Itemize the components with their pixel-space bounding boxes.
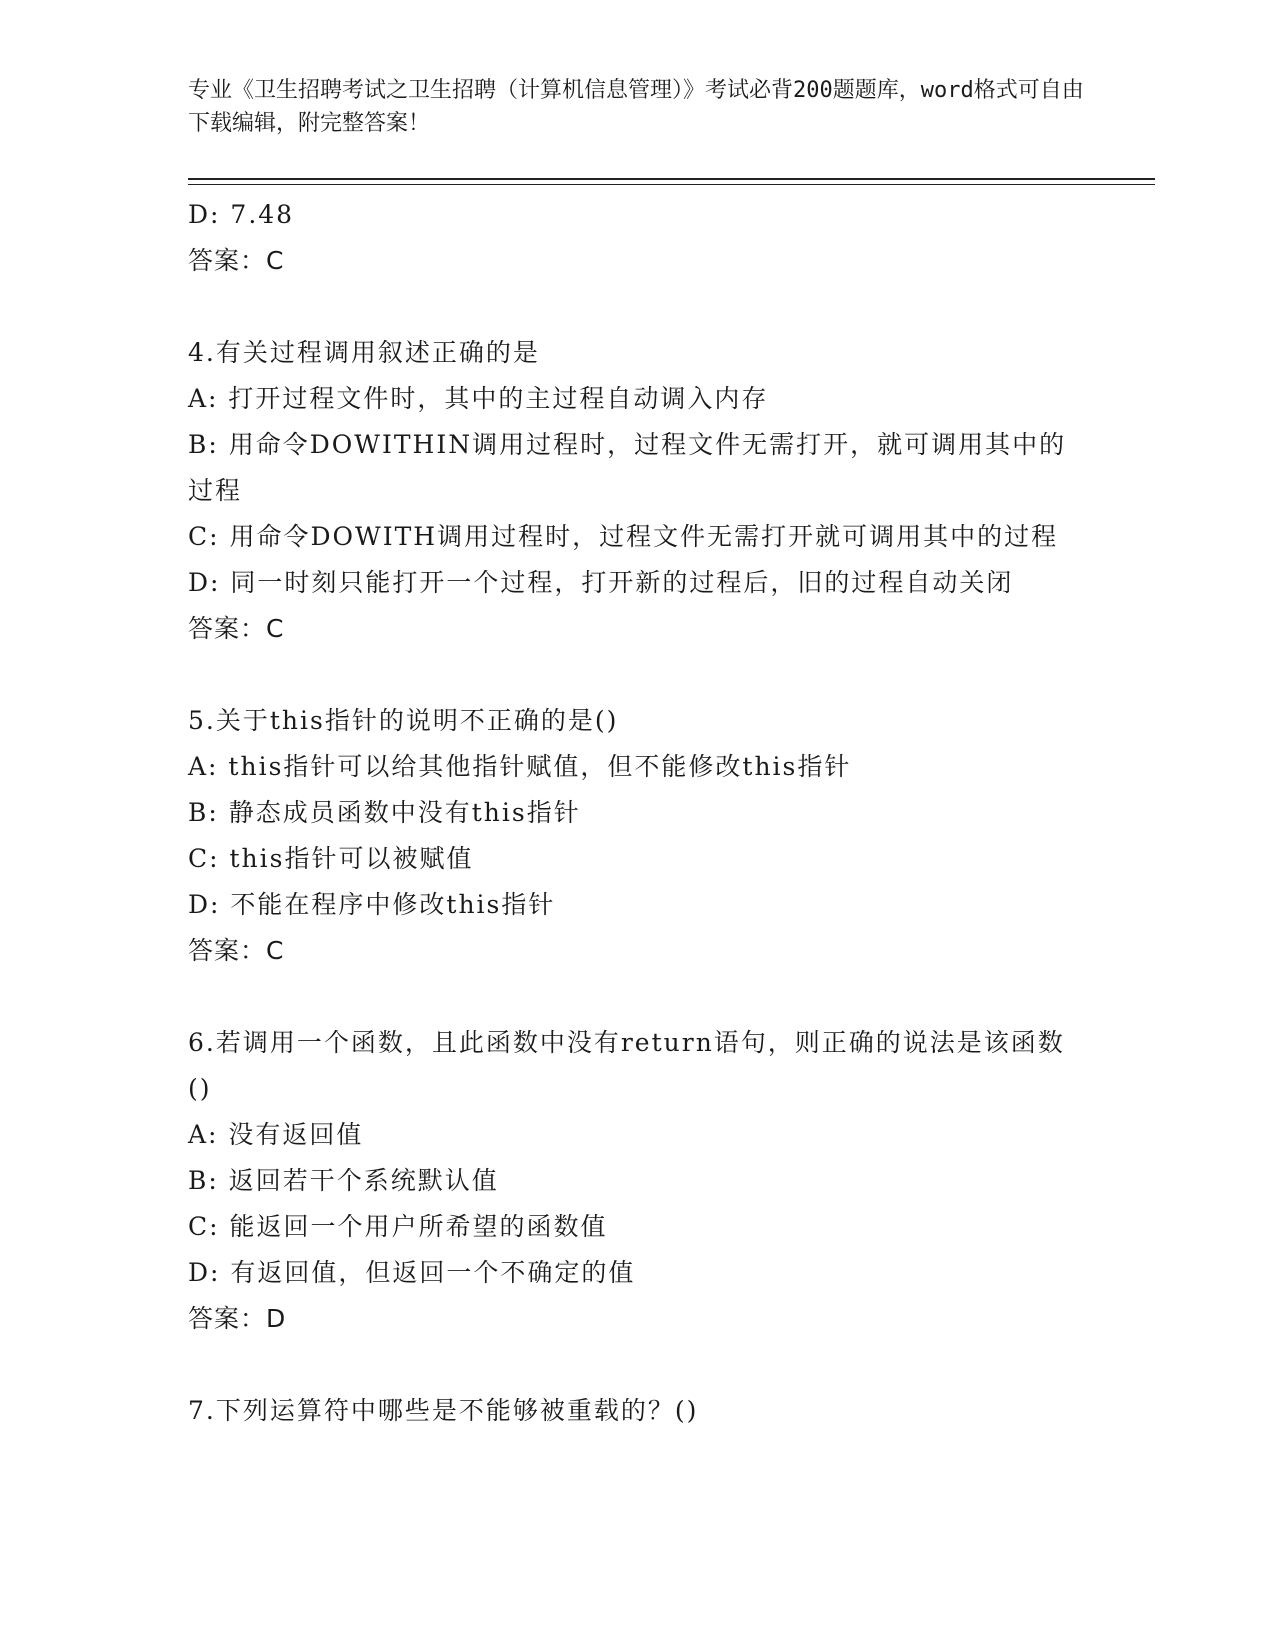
- option-d: D: 不能在程序中修改this指针: [188, 890, 556, 919]
- option-a: A: this指针可以给其他指针赋值，但不能修改this指针: [188, 752, 852, 781]
- question-stem: 6.若调用一个函数，且此函数中没有return语句，则正确的说法是该函数(): [188, 1028, 1065, 1103]
- option-d: D: 7.48: [188, 200, 295, 229]
- question-stem: 4.有关过程调用叙述正确的是: [188, 338, 540, 367]
- spacer: [188, 284, 1088, 330]
- spacer: [188, 1342, 1088, 1388]
- option-c: C: 能返回一个用户所希望的函数值: [188, 1212, 608, 1241]
- option-a: A: 打开过程文件时，其中的主过程自动调入内存: [188, 384, 769, 413]
- option-b: B: 返回若干个系统默认值: [188, 1166, 499, 1195]
- question-stem: 7.下列运算符中哪些是不能够被重载的？(): [188, 1396, 699, 1425]
- question-4: [188, 330, 1088, 652]
- option-d: D: 同一时刻只能打开一个过程，打开新的过程后，旧的过程自动关闭: [188, 568, 1014, 597]
- option-c: C: this指针可以被赋值: [188, 844, 474, 873]
- spacer: [188, 974, 1088, 1020]
- header-rule-thin: [188, 184, 1155, 185]
- question-5: [188, 698, 1088, 974]
- option-d: D: 有返回值，但返回一个不确定的值: [188, 1258, 636, 1287]
- option-c: C: 用命令DOWITH调用过程时，过程文件无需打开就可调用其中的过程: [188, 522, 1059, 551]
- option-b: B: 静态成员函数中没有this指针: [188, 798, 581, 827]
- answer: 答案：C: [188, 246, 285, 275]
- partial-question: [188, 192, 1088, 284]
- option-b: B: 用命令DOWITHIN调用过程时，过程文件无需打开，就可调用其中的过程: [188, 430, 1067, 505]
- answer: 答案：D: [188, 1304, 287, 1333]
- option-a: A: 没有返回值: [188, 1120, 364, 1149]
- question-stem: 5.关于this指针的说明不正确的是(): [188, 706, 619, 735]
- answer: 答案：C: [188, 936, 285, 965]
- question-content: [188, 192, 1088, 1434]
- header-rule-thick: [188, 178, 1155, 180]
- document-header: 专业《卫生招聘考试之卫生招聘（计算机信息管理）》考试必背200题题库，word格式可自由下载编辑，附完整答案！: [188, 78, 1084, 136]
- question-7: [188, 1388, 1088, 1434]
- answer: 答案：C: [188, 614, 285, 643]
- question-6: [188, 1020, 1088, 1342]
- spacer: [188, 652, 1088, 698]
